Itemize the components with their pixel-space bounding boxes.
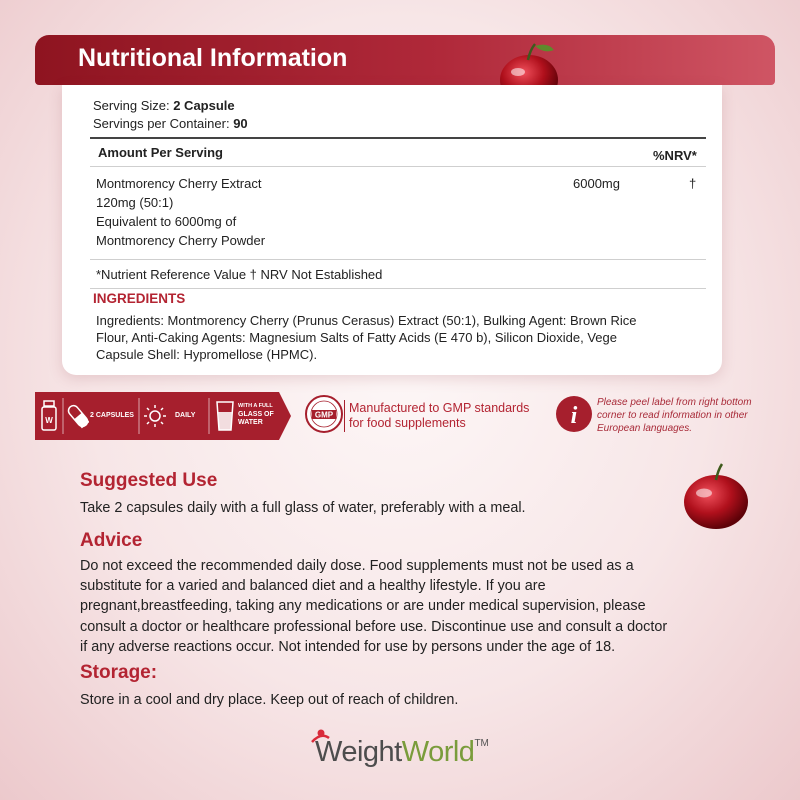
- sun-icon: [143, 404, 167, 428]
- peel-label-text: Please peel label from right bottom corner to read information in other European languages.: [597, 397, 752, 434]
- footnote: *Nutrient Reference Value † NRV Not Established: [96, 267, 383, 282]
- suggested-use-text: Take 2 capsules daily with a full glass of water, preferably with a meal.: [80, 500, 526, 516]
- divider: [90, 259, 706, 260]
- dosage-strip: [35, 392, 291, 440]
- brand-logo: WeightWorld™: [315, 736, 489, 768]
- water-label-1: WITH A FULL: [238, 403, 273, 409]
- svg-text:W: W: [45, 416, 53, 425]
- ingredients-line: Capsule Shell: Hypromellose (HPMC).: [96, 347, 318, 362]
- nrv-header: %NRV*: [653, 148, 697, 163]
- servings-row: Servings per Container: 90: [93, 116, 248, 131]
- daily-label: DAILY: [175, 412, 196, 419]
- water-label-3: WATER: [238, 419, 263, 426]
- cherry-icon: [676, 460, 756, 532]
- amount-header: Amount Per Serving: [98, 145, 223, 160]
- storage-text: Store in a cool and dry place. Keep out of reach of children.: [80, 692, 459, 708]
- serving-size-row: Serving Size: 2 Capsule: [93, 98, 235, 113]
- divider: [90, 166, 706, 167]
- ingredients-line: Ingredients: Montmorency Cherry (Prunus Cerasus) Extract (50:1), Bulking Agent: Brown Rice: [96, 313, 637, 328]
- info-icon: [555, 395, 593, 433]
- suggested-use-title: Suggested Use: [80, 470, 218, 491]
- gmp-badge-icon: [304, 394, 344, 434]
- divider: [344, 400, 345, 432]
- gmp-text: Manufactured to GMP standards for food supplements: [349, 401, 530, 430]
- extract-amount: 6000mg: [573, 176, 620, 191]
- glass-icon: [215, 400, 235, 432]
- extract-line: Montmorency Cherry Powder: [96, 233, 266, 248]
- storage-title: Storage:: [80, 662, 158, 683]
- ingredients-line: Flour, Anti-Caking Agents: Magnesium Salts of Fatty Acids (E 470 b), Silicon Dioxide, Vege: [96, 330, 617, 345]
- svg-text:GMP: GMP: [314, 410, 334, 420]
- divider: [90, 137, 706, 139]
- divider: [90, 288, 706, 289]
- bottle-icon: [40, 400, 58, 432]
- capsules-label: 2 CAPSULES: [90, 412, 134, 419]
- water-label-2: GLASS OF: [238, 411, 274, 418]
- page-title: Nutritional Information: [78, 44, 348, 72]
- advice-title: Advice: [80, 530, 143, 551]
- svg-text:i: i: [570, 403, 578, 429]
- ingredients-title: INGREDIENTS: [93, 291, 186, 306]
- advice-text: Do not exceed the recommended daily dose. Food supplements must not be used as a substitute for a varied and balanced diet and a healthy lifestyle. If you are pregnant,breastfeeding, taking any medications or are under medical supervision, please consult a doctor or healthcare professional before use. Discontinue use and consult a doctor if any adverse reactions occur. Not intended for use by persons under the age of 18.: [80, 558, 668, 655]
- extract-line: Equivalent to 6000mg of: [96, 214, 237, 229]
- extract-line: 120mg (50:1): [96, 195, 174, 210]
- capsule-icon: [67, 402, 89, 430]
- extract-line: Montmorency Cherry Extract: [96, 176, 262, 191]
- extract-nrv: †: [689, 176, 697, 191]
